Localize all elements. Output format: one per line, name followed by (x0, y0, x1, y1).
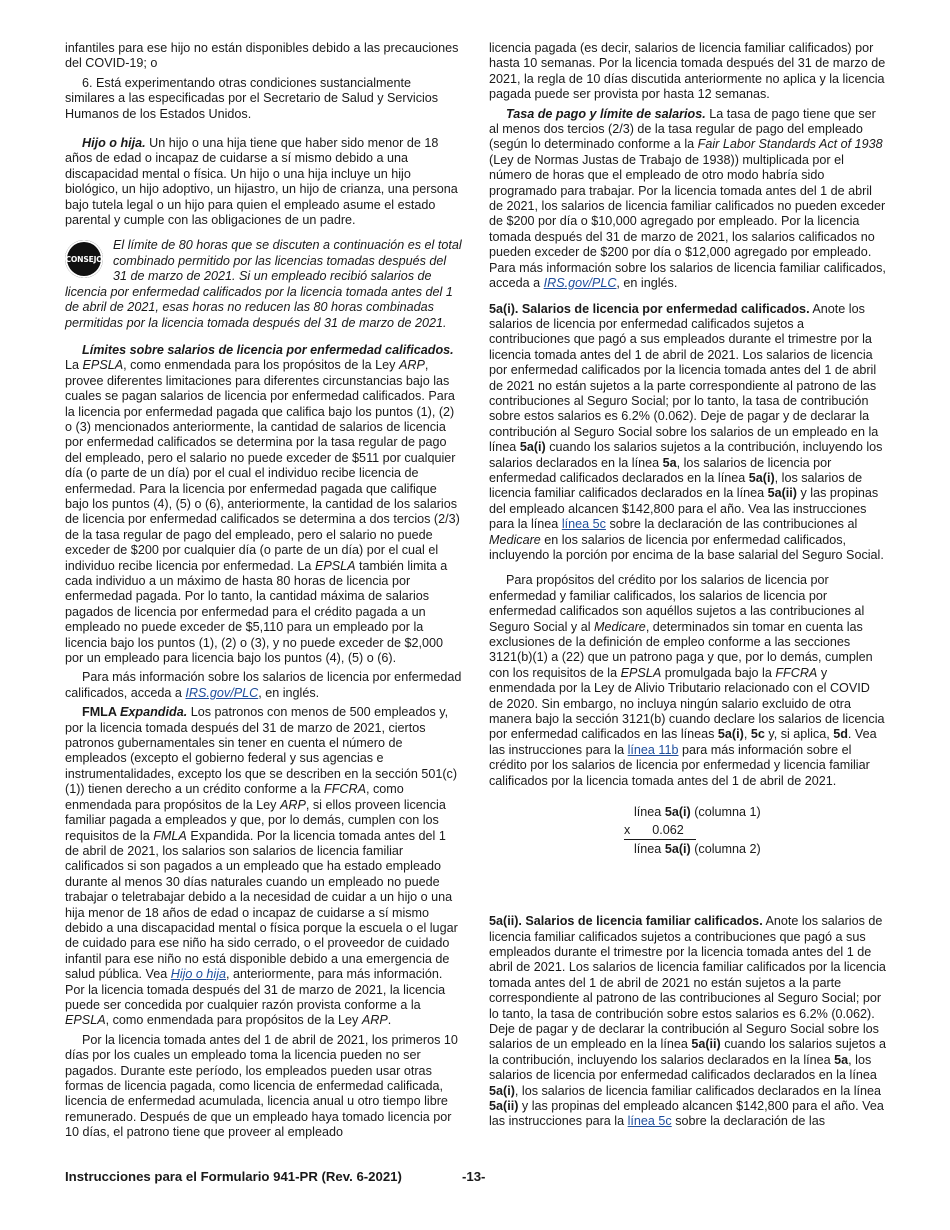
paragraph-mas-info: Para más información sobre los salarios de licencia familiar calificados, acceda a IRS.gov/PLC, en inglés. (489, 260, 886, 291)
paragraph-propositos: Para propósitos del crédito por los salarios de licencia por enfermedad y familiar calificados, los salarios de licencia por enfermedad calificados son aquéllos sujetos a las contribuciones al Seguro Social y al Medicare, determinados sin tomar en cuenta las exclusiones de la definición de empleo conforme a las secciones 3121(b)(1) a (22) que un patrono paga y que, por lo demás, cumplen con los requisitos de la EPSLA promulgada bajo la FFCRA y enmendada por la Ley de Alivio Tributario relacionado con el COVID de 2020. Sin embargo, no incluya ningún salario excluido de otra manera bajo la sección 3121(b) cuando declare los salarios de licencia por enfermedad calificados en las líneas 5a(i), 5c y, si aplica, 5d. Vea las instrucciones para la línea 11b para más información sobre el crédito por los salarios de licencia por enfermedad y licencia familiar calificados por la licencia tomada antes del 1 de abril de 2021. (489, 573, 885, 788)
formula-row: línea 5a(i) (columna 2) (634, 842, 761, 857)
paragraph: 6. Está experimentando otras condiciones sustancialmente similares a las especificadas por el Secretario de Salud y Servicios Humanos de los Estados Unidos. (65, 75, 439, 121)
paragraph-fmla: FMLA Expandida. Los patronos con menos de 500 empleados y, por la licencia tomada después del 31 de marzo de 2021, ciertos patronos gubernamentales sin tener en cuenta el número de empleados (excepto el gobierno federal y sus agencias e instrumentalidades, excepto los que se describen en la sección 501(c)(1)) tienen derecho a un crédito conforme a la FFCRA, como enmendada para propósitos de la Ley ARP, si ellos proveen licencia familiar pagada a empleados y que, por lo demás, cumplen con los requisitos de la FMLA Expandida. Por la licencia tomada antes del 1 de abril de 2021, los salarios son salarios de licencia familiar calificados si son pagados a un empleado que ha estado empleado durante al menos 30 días naturales cuando un empleado no puede trabajar o teletrabajar debido a la necesidad de cuidar a un hijo o una hija menor de 18 años de edad o incapaz de cuidarse a sí mismo debido a una discapacidad mental o física porque la escuela o el lugar de cuidado para ese niño ha sido cerrado, o el proveedor de cuidado infantil para ese niño no está disponible debido a una emergencia de salud pública. Vea Hijo o hija, anteriormente, para más información. Por la licencia tomada después del 31 de marzo de 2021, la licencia puede ser concedida por cualquier razón provista conforme a la EPSLA, como enmendada para propósitos de la Ley ARP. (65, 705, 458, 1028)
paragraph-hijo-o-hija: Hijo o hija. Un hijo o una hija tiene que haber sido menor de 18 años de edad o incapaz de cuidarse a sí mismo debido a una discapacidad mental o física. Un hijo o una hija incluye un hijo biológico, un hijo adoptivo, un hijastro, un hijo de crianza, una persona bajo tutela legal o un hijo para quien el empleado asume el estado parental y cumple con las obligaciones de un padre. (65, 136, 458, 228)
linea-11b-link[interactable]: línea 11b (627, 742, 679, 757)
tip-text: El límite de 80 horas que se discuten a continuación es el total combinado permitido por las licencias tomadas después del 31 de marzo de 2021. Si un empleado recibió salarios de licencia por enfermedad calificados por la licencia tomada antes del 1 de abril de 2021, esas horas no reducen las 80 horas combinadas permitidas por la licencia tomada después del 31 de marzo de 2021. (65, 238, 462, 330)
paragraph-5a-ii: 5a(ii). Salarios de licencia familiar calificados. Anote los salarios de licencia familiar calificados sujetos a contribuciones que pagó a sus empleados durante el trimestre por la licencia tomada antes del 1 de abril de 2021. Los salarios de licencia familiar calificados por la licencia tomada antes del 1 de abril de 2021 no están sujetos a la parte correspondiente al patrono de las contribuciones al Seguro Social; por lo tanto, la tasa de contribución sobre estos salarios es 6.2% (0.062). Deje de pagar y de declarar la contribución al Seguro Social sobre los salarios de un empleado en la línea 5a(ii) cuando los salarios sujetos a la contribución, incluyendo los salarios declarados en la línea 5a, los salarios de licencia por enfermedad calificados declarados en la línea 5a(i), los salarios de licencia familiar calificados declarados en la línea 5a(ii) y las propinas del empleado alcancen $142,800 para el año. Vea las instrucciones para la línea 5c sobre la declaración de las (489, 914, 886, 1129)
paragraph: Por la licencia tomada antes del 1 de abril de 2021, los primeros 10 días por los cuales un empleado toma la licencia pueden no ser pagados. Durante este período, los empleados pueden usar otras formas de licencia pagada, como licencia de enfermedad calificada, licencia de enfermedad acumulada, licencia anual u otro tiempo libre remunerado. Después de que un empleado haya tomado licencia por 10 días, el patrono tiene que proveer al empleado (65, 1032, 458, 1140)
heading-5a-i: 5a(i). Salarios de licencia por enfermedad calificados. (489, 301, 810, 316)
tip-box (65, 238, 463, 330)
heading-5a-ii: 5a(ii). Salarios de licencia familiar calificados. (489, 914, 763, 929)
formula-5a-i (624, 803, 887, 858)
paragraph-5a-i: 5a(i). Salarios de licencia por enfermedad calificados. Anote los salarios de licencia por enfermedad calificados sujetos a contribuciones que pagó a sus empleados durante el trimestre por la licencia tomada antes del 1 de abril de 2021. Los salarios de licencia por enfermedad calificados por la licencia tomada antes del 1 de abril de 2021 no están sujetos a la parte correspondiente al patrono de las contribuciones al Seguro Social; por lo tanto, la tasa de contribución sobre estos salarios es 6.2% (0.062). Deje de pagar y de declarar la contribución al Seguro Social sobre los salarios de un empleado en la línea 5a(i) cuando los salarios sujetos a la contribución, incluyendo los salarios declarados en la línea 5a, los salarios de licencia por enfermedad calificados declarados en la línea 5a(i), los salarios de licencia familiar calificados declarados en la línea 5a(ii) y las propinas del empleado alcancen $142,800 para el año. Vea las instrucciones para la línea línea 5c sobre la declaración de las contribuciones al Medicare en los salarios de licencia por enfermedad calificados, incluyendo la porción por encima de la base salarial del Seguro Social. (489, 301, 884, 562)
hijo-o-hija-link[interactable]: Hijo o hija (170, 967, 227, 982)
heading-limites: Límites sobre salarios de licencia por enfermedad calificados. (82, 342, 454, 357)
paragraph: infantiles para ese hijo no están disponibles debido a las precauciones del COVID-19; o (65, 41, 459, 71)
left-column (65, 41, 463, 1145)
page-footer (65, 1169, 887, 1187)
linea-5c-link[interactable]: línea 5c (627, 1114, 672, 1129)
right-column (489, 41, 887, 1134)
paragraph-mas-info: Para más información sobre los salarios de licencia por enfermedad calificados, acceda a IRS.gov/PLC, en inglés. (65, 670, 462, 700)
irs-plc-link[interactable]: IRS.gov/PLC (543, 276, 617, 291)
heading-tasa: Tasa de pago y límite de salarios. (506, 106, 706, 121)
page-number: -13- (462, 1169, 486, 1184)
footer-title: Instrucciones para el Formulario 941-PR (Rev. 6-2021) (65, 1169, 402, 1184)
formula-row: x 0.062 (624, 821, 887, 840)
paragraph: licencia pagada (es decir, salarios de licencia familiar calificados) por hasta 10 semanas. Por la licencia tomada después del 31 de marzo de 2021, la regla de 10 días discutida anteriormente no aplica y la licencia pagada puede ser provista por hasta 12 semanas. (489, 41, 886, 102)
paragraph-tasa: Tasa de pago y límite de salarios. La tasa de pago tiene que ser al menos dos tercios (2/3) de la tasa regular de pago del empleado (según lo determinado conforme a la Fair Labor Standards Act of 1938 (Ley de Normas Justas de Trabajo de 1938)) multiplicada por el número de horas que el empleado de otro modo habría sido programado para trabajar. Por la licencia tomada antes del 1 de abril de 2021, los salarios de licencia familiar calificados no pueden exceder de $200 por día o $10,000 agregado por empleado. Por la licencia tomada después del 31 de marzo de 2021, los salarios calificados no pueden exceder de $200 por día o $12,000 agregado por empleado. (489, 106, 886, 260)
paragraph-limites: Límites sobre salarios de licencia por enfermedad calificados. La EPSLA, como enmendada para los propósitos de la Ley ARP, provee diferentes limitaciones para diferentes circunstancias bajo las cuales se pagan salarios de licencia por enfermedad calificados. Para la licencia por enfermedad pagada que califica bajo los puntos (1), (2) o (3) mencionados anteriormente, la cantidad de salarios de licencia por enfermedad calificados se determina por la tasa regular de pago del empleado, pero el salario no puede exceder de $511 por cualquier día (o parte de un día) por el cual el individuo recibe licencia de enfermedad. Para la licencia por enfermedad pagada que califique bajo los puntos (4), (5) o (6), anteriormente, la cantidad de los salarios de licencia por enfermedad calificados se determina a dos tercios (2/3) de la tasa regular de pago del empleado, pero el salario no puede exceder de $200 por cualquier día (o parte de un día) por el cual el individuo recibe licencia por enfermedad. La EPSLA también limita a cada individuo a un máximo de hasta 80 horas de licencia por enfermedad pagada. Por lo tanto, la cantidad máxima de salarios pagados de licencia por enfermedad para el crédito pagada a un empleado no puede exceder de $5,110 para un empleado por la licencia bajo los puntos (1), (2) o (3), y no puede exceder de $2,000 por un empleado para licencia bajo los puntos (4), (5) o (6). (65, 342, 460, 666)
heading-hijo-o-hija: Hijo o hija. (82, 136, 146, 151)
irs-plc-link[interactable]: IRS.gov/PLC (185, 685, 259, 700)
consejo-icon: CONSEJO (65, 240, 103, 278)
linea-5c-link[interactable]: línea 5c (561, 517, 606, 532)
formula-row: línea 5a(i) (columna 1) (634, 805, 761, 820)
heading-fmla: FMLA (82, 705, 117, 720)
